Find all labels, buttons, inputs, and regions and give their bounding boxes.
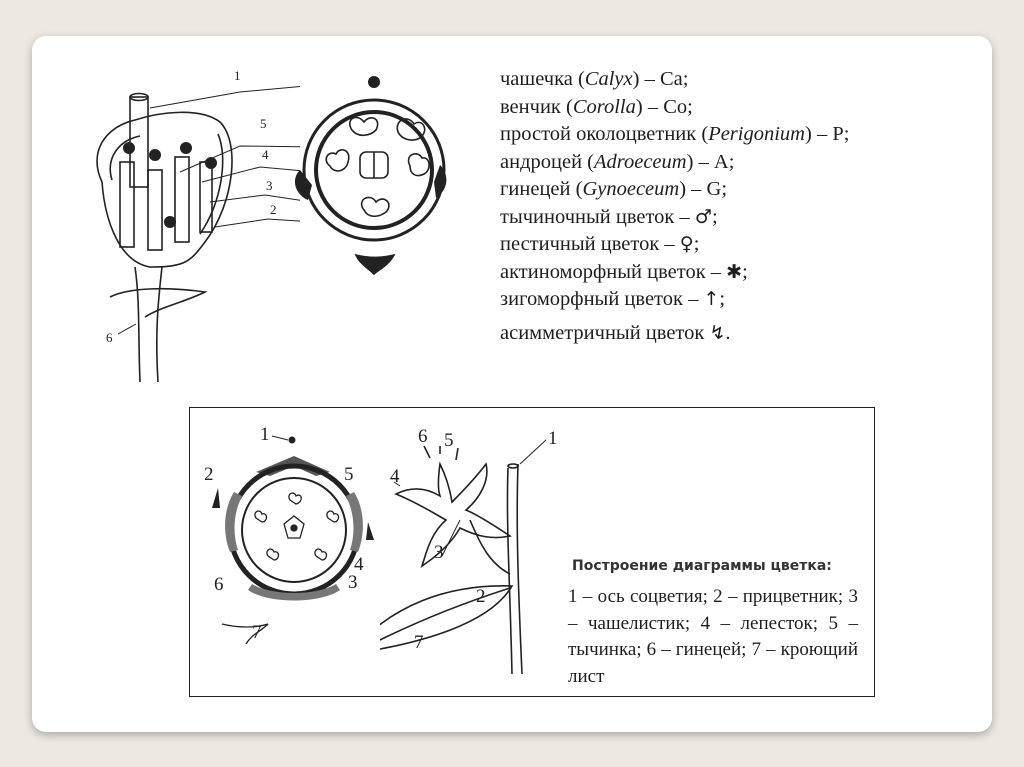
inset-label-6: 6 [214,574,224,595]
symbols-legend [500,66,849,347]
inset-label-2: 2 [204,464,214,485]
branch-label-3: 3 [434,542,444,563]
flowering-branch-figure [380,424,580,674]
zigzag-arrow-symbol-icon: ↯ [709,321,726,344]
branch-label-5: 5 [444,430,454,451]
legend-asymmetric: асимметричный цветок ↯. [500,321,731,344]
label-6: 6 [106,330,113,345]
label-4: 4 [262,147,269,162]
inset-caption: 1 – ось соцветия; 2 – прицветник; 3 – чашелистик; 4 – лепесток; 5 – тычинка; 6 – гинецей; 7 – кроющий лист [568,586,858,687]
branch-label-2: 2 [476,586,486,607]
inset-axis-dot [289,437,296,444]
flower-section-figure [90,62,300,392]
floral-diagram-inset [198,422,378,662]
inset-label-1: 1 [260,424,270,445]
female-symbol-icon: ♀ [679,233,694,255]
male-symbol-icon: ♂ [694,205,712,228]
inset-label-4: 4 [354,554,364,575]
inset-label-5: 5 [344,464,354,485]
legend-perigonium: простой околоцветник (Perigonium) – P; [500,123,850,145]
branch-label-6: 6 [418,426,428,447]
legend-calyx: чашечка (Calyx) – Ca; [500,68,689,90]
legend-actinomorphic: актиноморфный цветок – ✱; [500,260,748,283]
legend-staminate: тычиночный цветок – ♂; [500,205,718,228]
inset-title: Построение диаграммы цветка: [572,558,832,574]
label-1: 1 [234,68,241,83]
legend-androecium: андроцей (Adroeceum) – A; [500,150,735,173]
inflorescence-axis-dot [368,76,380,88]
arrow-up-symbol-icon: ↑ [703,288,720,310]
label-3: 3 [266,178,273,193]
legend-gynoecium: гинецей (Gynoeceum) – G; [500,178,728,200]
inset-label-3: 3 [348,572,358,593]
legend-corolla: венчик (Corolla) – Co; [500,95,693,118]
floral-diagram-top [290,70,480,280]
label-5: 5 [260,116,267,131]
branch-label-7: 7 [414,632,424,653]
label-2: 2 [270,202,277,217]
inset-label-7: 7 [252,622,262,643]
legend-zygomorphic: зигоморфный цветок – ↑; [500,288,726,310]
branch-label-4: 4 [390,466,400,487]
diagram-construction-inset [189,407,875,697]
asterisk-symbol-icon: ✱ [726,260,743,283]
branch-label-1: 1 [548,428,558,449]
legend-pistillate: пестичный цветок – ♀; [500,233,700,255]
